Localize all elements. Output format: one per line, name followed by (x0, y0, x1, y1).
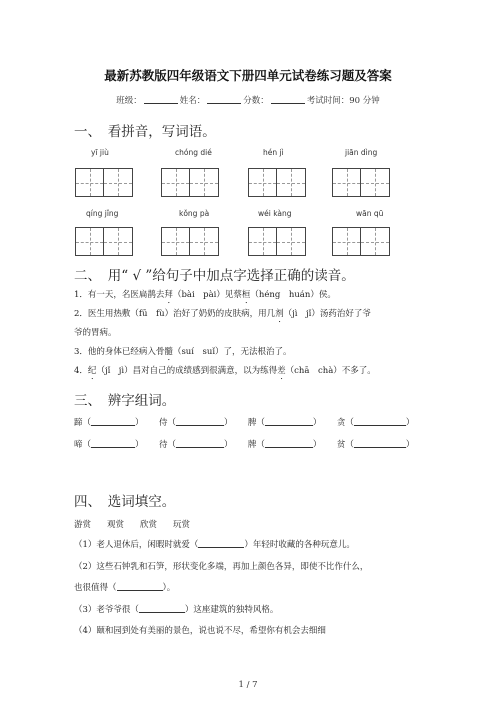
answer-blank[interactable] (354, 416, 406, 426)
q2-1-text-b: （bài pài）见蔡 (172, 290, 242, 300)
fill-question-2-cont (74, 581, 175, 593)
fill-q3-text-b: ）这座建筑的独特风格。 (184, 605, 279, 615)
writing-grid-5[interactable] (75, 227, 133, 256)
question-2-4 (74, 364, 376, 381)
dotted-char: 纪 (87, 366, 97, 376)
section4-heading: 四、 选词填空。 (74, 494, 176, 510)
pinyin-8: wān qū (356, 209, 384, 218)
question-2-2-cont: 爷的胃病。 (74, 328, 117, 338)
paren-close: ） (405, 440, 415, 450)
paren-close: ） (312, 440, 322, 450)
writing-grid-6[interactable] (161, 227, 219, 256)
answer-blank[interactable] (176, 416, 224, 426)
dotted-char: 拜 (164, 290, 173, 300)
writing-grid-8[interactable] (332, 227, 390, 256)
word-bank (74, 518, 190, 530)
answer-blank[interactable] (265, 416, 313, 426)
answer-blank[interactable] (117, 581, 163, 591)
writing-grid-3[interactable] (248, 168, 306, 197)
char-prompt: 啼（ (74, 440, 92, 450)
fill-q3-text-a: （3）老爷爷很（ (74, 605, 139, 615)
pinyin-4: jiān dìng (345, 148, 378, 157)
q2-3-text-b: （suí suǐ）了，无法根治了。 (172, 347, 292, 357)
fill-question-1 (74, 538, 355, 550)
word-group-row-1 (74, 416, 414, 428)
class-label: 班级： (116, 96, 142, 106)
pinyin-6: kǒng pà (179, 209, 210, 218)
char-prompt: 蹄（ (74, 418, 92, 428)
question-2-1 (74, 288, 336, 305)
class-blank (144, 94, 178, 104)
name-label: 姓名： (179, 96, 206, 106)
q2-2-text-b: （jì jǐ）汤药治好了爷 (283, 309, 371, 319)
q2-1-text-a: 1．有一天，名医扁鹊去 (74, 290, 165, 300)
writing-grid-1[interactable] (75, 168, 133, 197)
fill-question-2: （2）这些石钟乳和石笋，形状变化多端，再加上颜色各异，即使不比作什么， (74, 562, 369, 572)
pinyin-1: yī jiù (91, 148, 109, 157)
q2-2-text-a: 2．医生用热敷（fū fù）治好了奶奶的皮肤病，用几 (74, 309, 276, 319)
paren-close: ） (405, 418, 415, 428)
fill-q1-text-a: （1）老人退休后，闲暇时就爱（ (74, 540, 199, 550)
paren-close: ） (223, 440, 233, 450)
q2-4-text-b: （jǐ jì）昌对自己的成绩感到很满意，以为练得 (96, 366, 278, 376)
pinyin-5: qíng jǐng (86, 209, 119, 218)
answer-blank[interactable] (91, 416, 135, 426)
word-option: 欣赏 (140, 520, 158, 530)
paren-close: ） (312, 418, 322, 428)
score-blank (271, 94, 305, 104)
char-prompt: 贪（ (336, 418, 354, 428)
score-label: 分数： (243, 96, 269, 106)
paren-close: ） (135, 440, 144, 450)
paren-close: ） (135, 418, 144, 428)
dotted-char: 髓 (164, 347, 173, 357)
char-prompt: 待（ (158, 440, 176, 450)
word-option: 游赏 (74, 520, 92, 530)
char-prompt: 脾（ (247, 418, 265, 428)
word-option: 观赏 (107, 520, 125, 530)
q2-4-text-a: 4． (74, 366, 88, 376)
q2-3-text-a: 3．他的身体已经病入骨 (74, 347, 165, 357)
answer-blank[interactable] (91, 438, 135, 448)
page-title: 最新苏教版四年级语文下册四单元试卷练习题及答案 (104, 68, 392, 83)
fill-q2-text-a: 也很值得（ (74, 583, 117, 593)
fill-q1-text-b: ）年轻时收藏的各种玩意儿。 (244, 540, 355, 550)
fill-question-4: （4）颐和园到处有美丽的景色，说也说不尽，希望你有机会去细细 (74, 626, 326, 636)
word-option: 玩赏 (173, 520, 191, 530)
dotted-char: 桓 (241, 290, 251, 300)
q2-1-text-c: （héng huán）侯。 (250, 290, 336, 300)
time-label: 考试时间：90 分钟 (306, 96, 380, 106)
answer-blank[interactable] (198, 538, 244, 548)
answer-blank[interactable] (139, 603, 185, 613)
char-prompt: 牌（ (247, 440, 265, 450)
answer-blank[interactable] (265, 438, 313, 448)
writing-grid-4[interactable] (332, 168, 390, 197)
paren-close: ） (223, 418, 233, 428)
dotted-char: 剂 (275, 309, 284, 319)
section3-heading: 三、 辨字组词。 (74, 393, 176, 409)
question-2-3 (74, 345, 292, 362)
word-group-row-2 (74, 438, 414, 450)
section2-heading: 二、 用“ √ ”给句子中加点字选择正确的读音。 (74, 268, 355, 284)
page-number: 1 / 7 (238, 680, 258, 690)
dotted-char: 差 (277, 366, 286, 376)
fill-question-3 (74, 603, 278, 615)
fill-q2-text-b: ）。 (162, 583, 176, 593)
question-2-2 (74, 307, 371, 324)
pinyin-7: wéi kàng (258, 209, 292, 218)
answer-blank[interactable] (176, 438, 224, 448)
pinyin-2: chóng dié (175, 148, 212, 157)
name-blank (207, 94, 241, 104)
writing-grid-2[interactable] (161, 168, 219, 197)
writing-grid-7[interactable] (248, 227, 306, 256)
pinyin-3: hén jì (263, 148, 284, 157)
char-prompt: 侍（ (158, 418, 176, 428)
char-prompt: 贫（ (336, 440, 354, 450)
answer-blank[interactable] (354, 438, 406, 448)
section1-heading: 一、 看拼音，写词语。 (74, 124, 216, 140)
q2-4-text-c: （chā chà）不多了。 (285, 366, 376, 376)
student-info-line (0, 94, 496, 106)
